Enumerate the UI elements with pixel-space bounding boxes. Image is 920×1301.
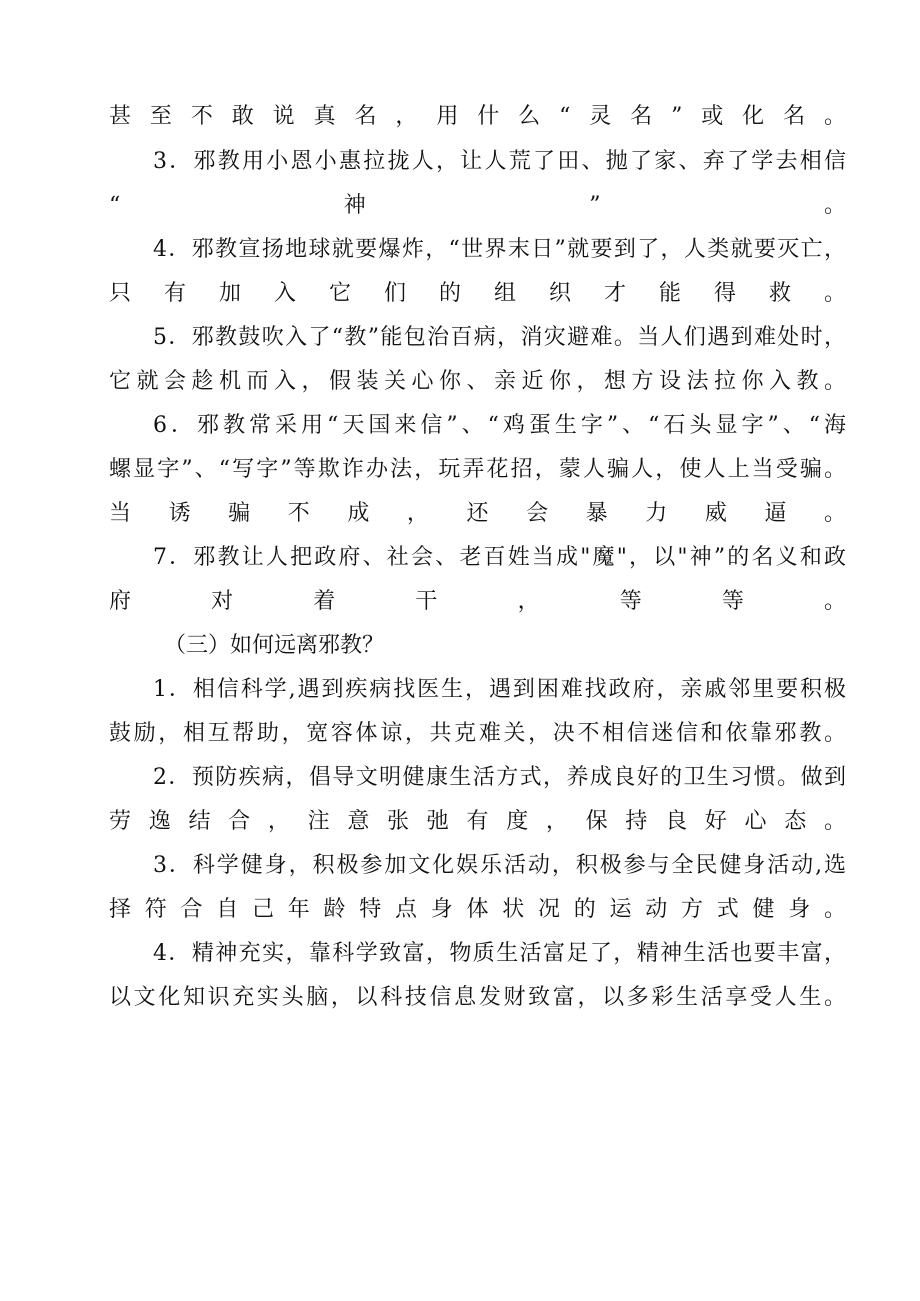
list-item-7-line-2: 府对着干，等等。 xyxy=(109,589,846,614)
advice-item-3-line-1: 3．科学健身，积极参加文化娱乐活动，积极参与全民健身活动,选 xyxy=(153,853,846,878)
advice-item-4-line-1: 4．精神充实，靠科学致富，物质生活富足了，精神生活也要丰富， xyxy=(153,941,846,966)
advice-item-4-line-2: 以文化知识充实头脑，以科技信息发财致富，以多彩生活享受人生。 xyxy=(109,985,846,1010)
list-item-5-line-2: 它就会趁机而入，假装关心你、亲近你，想方设法拉你入教。 xyxy=(109,369,846,394)
advice-item-2-line-2: 劳逸结合，注意张弛有度，保持良好心态。 xyxy=(109,809,846,834)
list-item-6-line-3: 当诱骗不成，还会暴力威逼。 xyxy=(109,501,846,526)
list-item-4-line-2: 只有加入它们的组织才能得救。 xyxy=(109,281,846,306)
list-item-4-line-1: 4．邪教宣扬地球就要爆炸，“世界末日”就要到了，人类就要灭亡， xyxy=(153,237,846,262)
list-item-6-line-2: 螺显字”、“写字”等欺诈办法，玩弄花招，蒙人骗人，使人上当受骗。 xyxy=(109,457,846,482)
advice-item-1-line-1: 1．相信科学,遇到疾病找医生，遇到困难找政府，亲戚邻里要积极 xyxy=(153,677,846,702)
advice-item-3-line-2: 择符合自己年龄特点身体状况的运动方式健身。 xyxy=(109,897,846,922)
list-item-5-line-1: 5．邪教鼓吹入了“教”能包治百病，消灾避难。当人们遇到难处时， xyxy=(153,325,846,350)
advice-item-1-line-2: 鼓励，相互帮助，宽容体谅，共克难关，决不相信迷信和依靠邪教。 xyxy=(109,721,846,746)
advice-item-2-line-1: 2．预防疾病，倡导文明健康生活方式，养成良好的卫生习惯。做到 xyxy=(153,765,846,790)
list-item-7-line-1: 7．邪教让人把政府、社会、老百姓当成"魔"，以"神”的名义和政 xyxy=(153,545,846,570)
list-item-6-line-1: 6．邪教常采用“天国来信”、“鸡蛋生字”、“石头显字”、“海 xyxy=(153,413,846,438)
list-item-3-line-1: 3．邪教用小恩小惠拉拢人，让人荒了田、抛了家、弃了学去相信 xyxy=(153,149,846,174)
list-item-3-line-2: “神”。 xyxy=(109,193,846,218)
text-line-1: 甚至不敢说真名，用什么“灵名”或化名。 xyxy=(109,104,846,129)
section-heading: （三）如何远离邪教？ xyxy=(164,633,385,658)
